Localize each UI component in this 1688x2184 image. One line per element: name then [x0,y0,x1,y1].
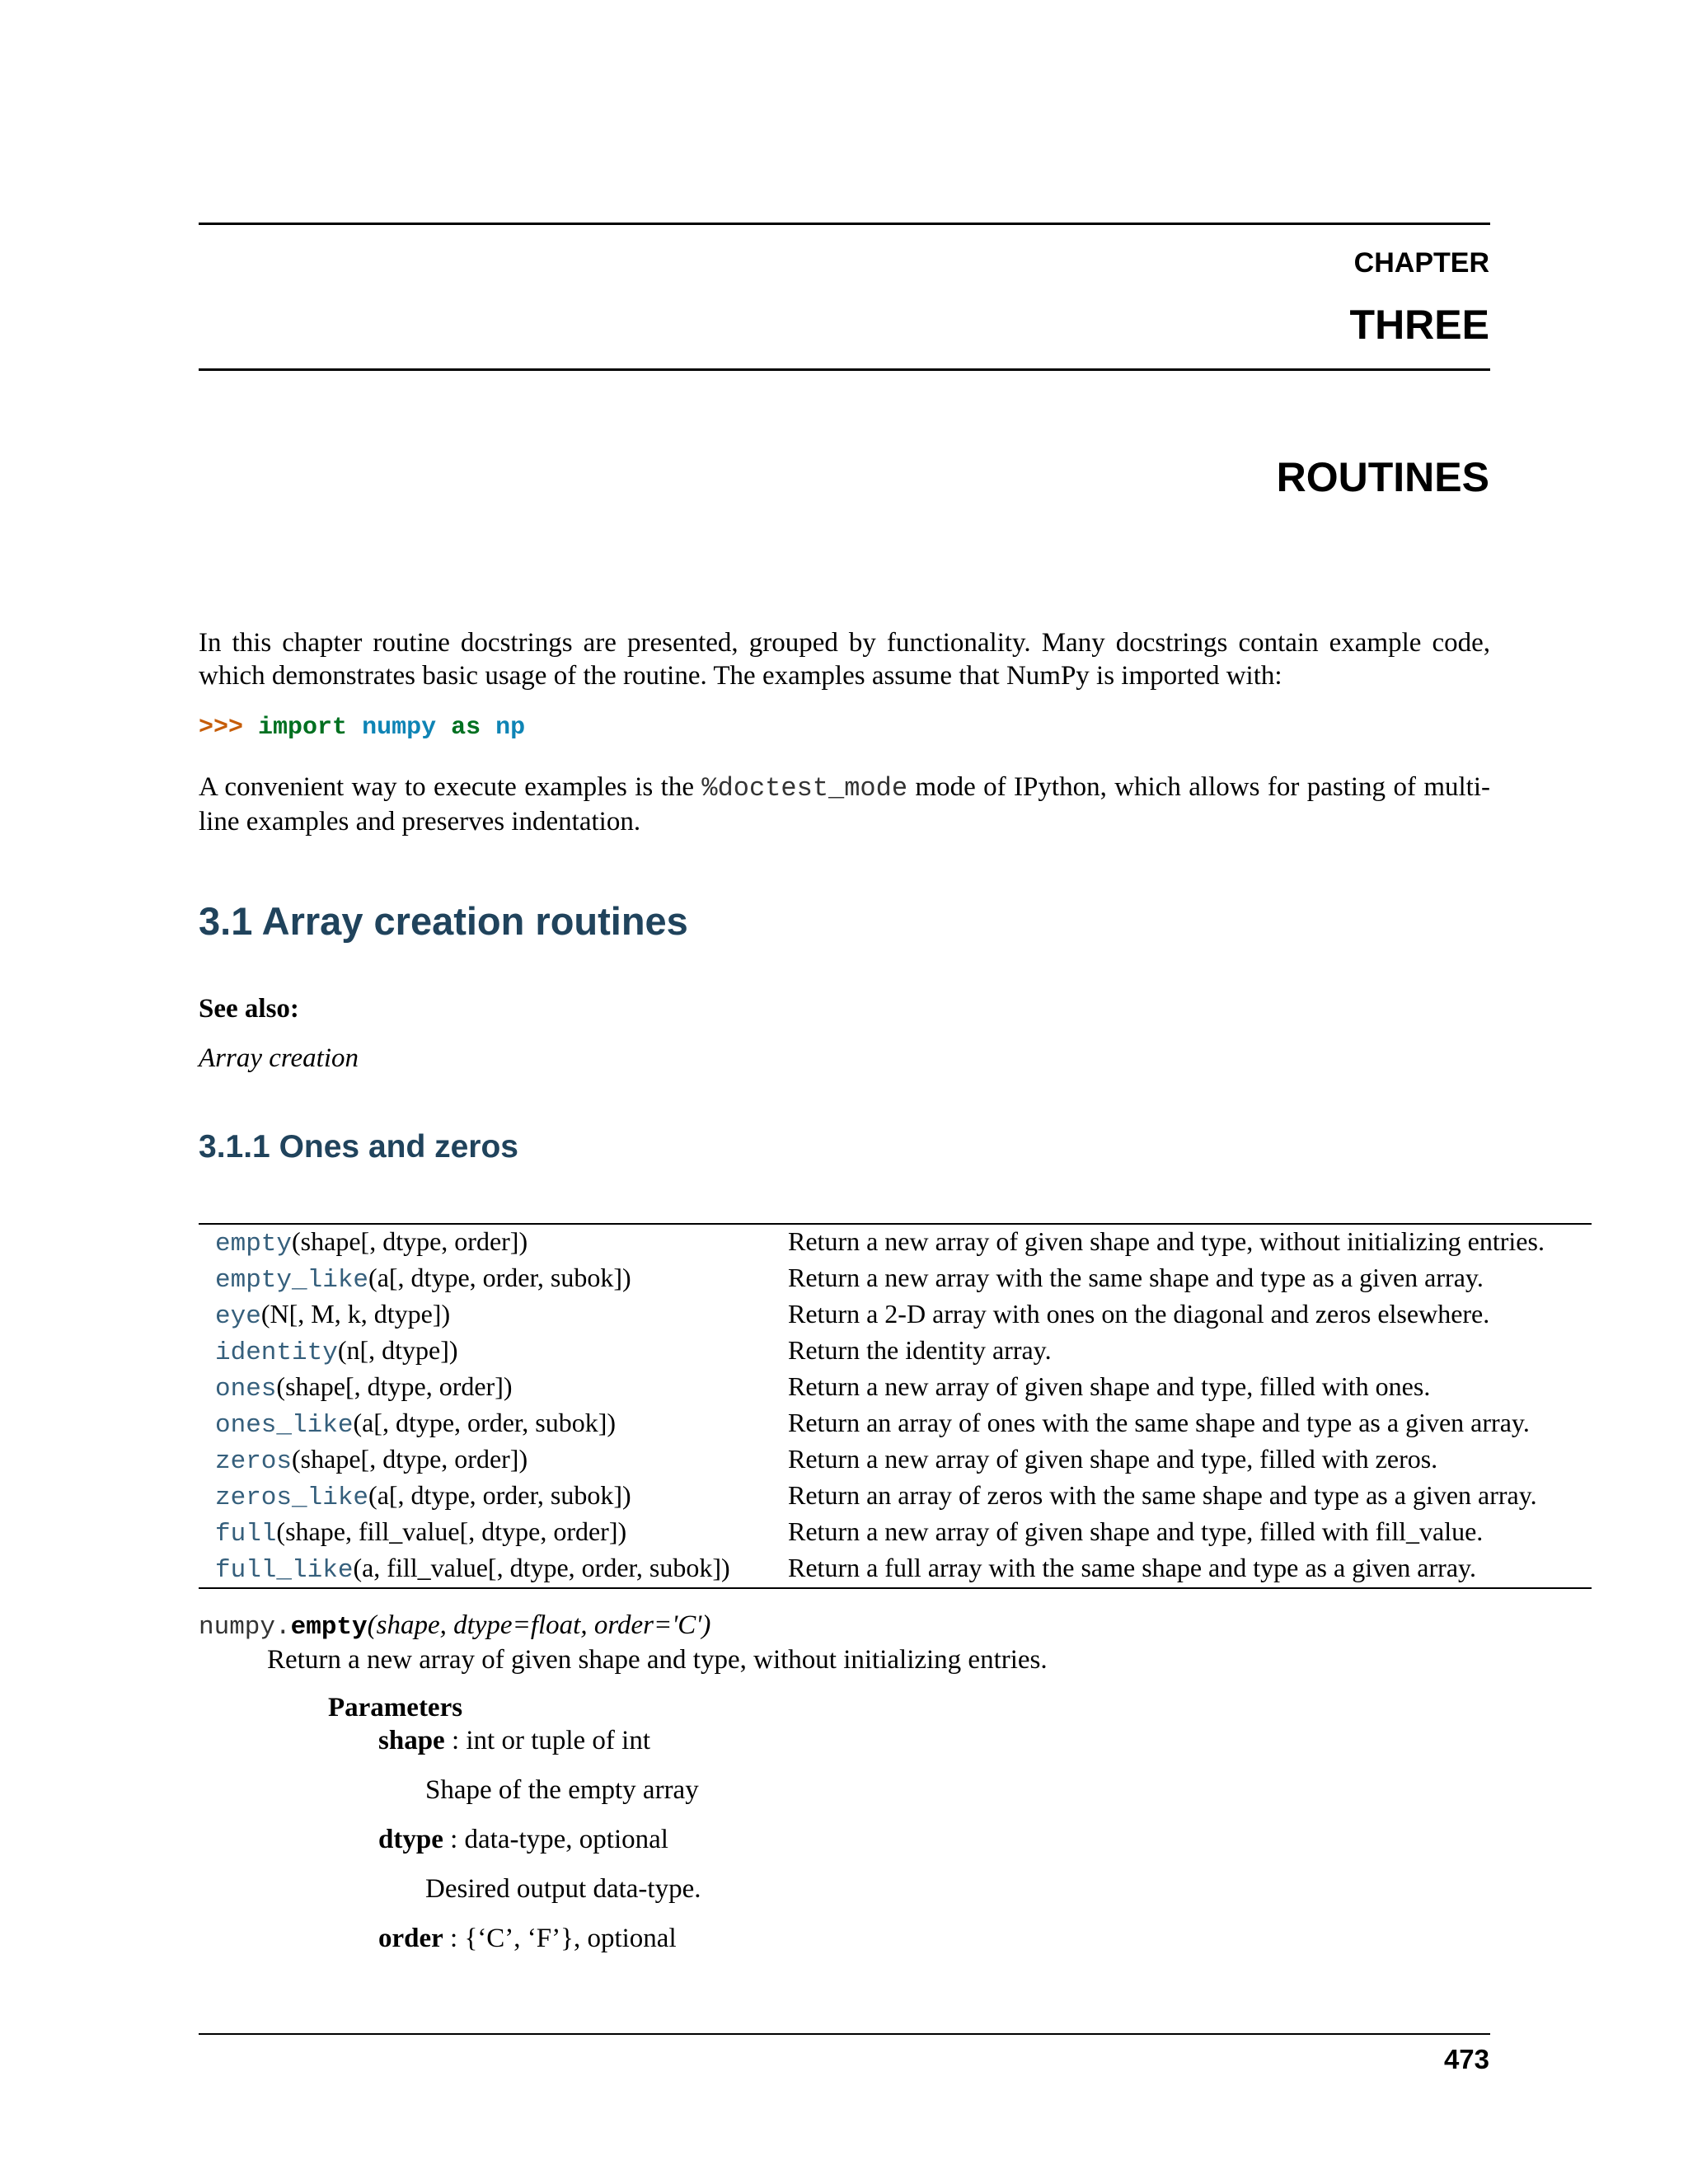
page-number: 473 [1443,2044,1489,2074]
param-type: : int or tuple of int [444,1726,651,1755]
param-dtype [378,1825,668,1855]
routine-args: (a[, dtype, order, subok]) [368,1480,631,1510]
routine-signature-cell [199,1479,771,1515]
routine-link[interactable]: full [215,1520,277,1549]
signature-prefix: numpy. [199,1613,291,1642]
doctest-text-before: A convenient way to execute examples is the [199,772,702,802]
routine-link[interactable]: zeros [215,1447,293,1476]
param-order [378,1924,677,1954]
routine-signature-cell [199,1442,771,1479]
intro-paragraph: In this chapter routine docstrings are presented, grouped by functionality. Many docstrings contain example code, which demonstrates basic usage of the routine. The examples assume that NumPy is imported with: [199,628,1490,691]
table-row [199,1224,1592,1261]
routine-args: (n[, dtype]) [337,1335,458,1365]
routine-args: (N[, M, k, dtype]) [260,1299,451,1329]
signature-args: (shape, dtype=float, order='C') [367,1610,711,1640]
routine-description: Return the identity array. [788,1335,1052,1365]
routine-signature-cell [199,1370,771,1406]
code-keyword-import: import [258,714,348,742]
chapter-top-rule [199,223,1490,225]
routine-description: Return a new array of given shape and type, filled with ones. [788,1371,1431,1401]
table-row [199,1333,1592,1370]
param-type: : data-type, optional [443,1825,668,1854]
routine-signature-cell [199,1333,771,1370]
param-name: order [378,1924,443,1953]
signature-description: Return a new array of given shape and type, without initializing entries. [267,1645,1048,1675]
chapter-label: CHAPTER [1353,247,1489,279]
routine-args: (shape, fill_value[, dtype, order]) [276,1516,627,1546]
routine-signature-cell [199,1551,771,1588]
routines-table [199,1223,1592,1589]
table-row [199,1551,1592,1588]
routine-description: Return a new array with the same shape and type as a given array. [788,1263,1484,1292]
routine-args: (a[, dtype, order, subok]) [368,1263,631,1292]
routine-args: (shape[, dtype, order]) [292,1226,528,1256]
code-alias: np [495,714,526,742]
routine-link[interactable]: full_like [215,1556,354,1585]
function-signature [199,1610,710,1642]
section-heading: 3.1 Array creation routines [199,899,688,943]
doctest-mode-code: %doctest_mode [701,773,908,804]
routine-description: Return a new array of given shape and type, without initializing entries. [788,1226,1545,1256]
routine-description: Return an array of zeros with the same shape and type as a given array. [788,1480,1537,1510]
param-shape-desc: Shape of the empty array [425,1775,699,1805]
routine-link[interactable]: empty [215,1230,293,1258]
routine-link[interactable]: ones_like [215,1411,354,1440]
chapter-number: THREE [1349,302,1489,348]
routine-description: Return an array of ones with the same shape and type as a given array. [788,1408,1530,1437]
param-dtype-desc: Desired output data-type. [425,1874,701,1904]
code-prompt: >>> [199,714,244,742]
routine-signature-cell [199,1224,771,1261]
chapter-title: ROUTINES [1276,454,1489,500]
table-row [199,1479,1592,1515]
routine-args: (shape[, dtype, order]) [276,1371,513,1401]
routine-description: Return a new array of given shape and type, filled with zeros. [788,1444,1438,1474]
table-row [199,1442,1592,1479]
table-row [199,1370,1592,1406]
param-name: shape [378,1726,445,1755]
signature-name: empty [290,1613,368,1642]
routine-args: (a[, dtype, order, subok]) [353,1408,617,1437]
routine-link[interactable]: identity [215,1338,338,1367]
routine-signature-cell [199,1406,771,1442]
routine-link[interactable]: empty_like [215,1266,369,1295]
see-also-link[interactable]: Array creation [199,1043,359,1073]
chapter-bottom-rule [199,368,1490,371]
table-row [199,1261,1592,1297]
subsection-heading: 3.1.1 Ones and zeros [199,1129,519,1165]
routine-link[interactable]: zeros_like [215,1483,369,1512]
routine-link[interactable]: ones [215,1375,277,1404]
routine-description: Return a full array with the same shape and type as a given array. [788,1553,1476,1582]
import-code-line [199,714,525,742]
doctest-text-after: mode of IPython, which allows for pasting of multi-line examples and preserves indentation. [199,772,1491,837]
table-row [199,1406,1592,1442]
see-also-label: See also: [199,994,299,1024]
footer-rule [199,2033,1490,2035]
routine-description: Return a 2-D array with ones on the diagonal and zeros elsewhere. [788,1299,1490,1329]
param-shape [378,1726,650,1756]
routine-link[interactable]: eye [215,1302,261,1331]
routine-signature-cell [199,1515,771,1551]
table-row [199,1515,1592,1551]
routine-signature-cell [199,1297,771,1333]
doctest-paragraph [199,771,1490,838]
routine-description: Return a new array of given shape and type, filled with fill_value. [788,1516,1484,1546]
code-module: numpy [362,714,437,742]
param-type: : {‘C’, ‘F’}, optional [443,1924,677,1953]
param-name: dtype [378,1825,443,1854]
parameters-heading: Parameters [328,1693,463,1722]
routine-signature-cell [199,1261,771,1297]
table-row [199,1297,1592,1333]
code-keyword-as: as [451,714,481,742]
routine-args: (shape[, dtype, order]) [292,1444,528,1474]
routine-args: (a, fill_value[, dtype, order, subok]) [353,1553,730,1582]
